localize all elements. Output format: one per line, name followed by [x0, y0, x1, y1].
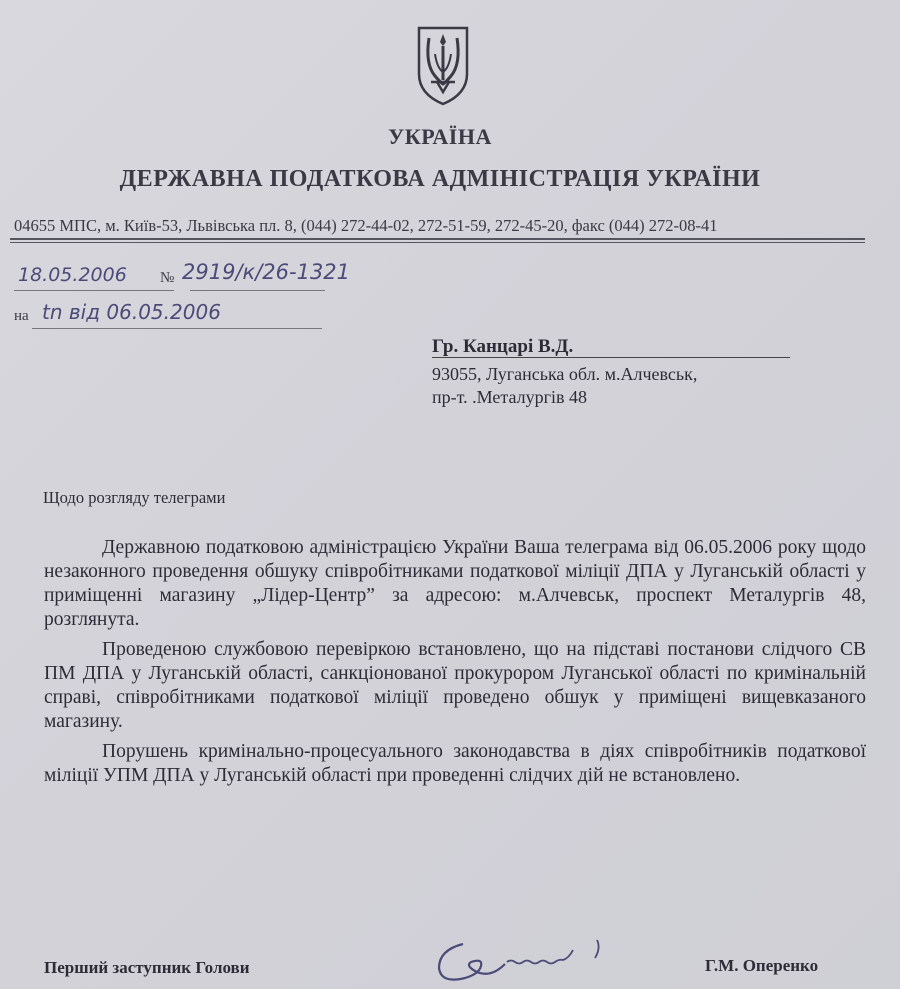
body-paragraph: Державною податковою адміністрацією України Ваша телеграма від 06.05.2006 року щодо незаконного проведення обшуку співробітниками податкової міліції ДПА у Луганській області у приміщенні магазину „Лідер-Центр” за адресою: м.Алчевськ, проспект Металургів 48, розглянута. [44, 537, 866, 630]
recipient-address-line1: 93055, Луганська обл. м.Алчевськ, [432, 364, 698, 384]
trident-emblem-icon [413, 24, 473, 106]
body-paragraph: Порушень кримінально-процесуального законодавства в діях співробітників податкової міліції УПМ ДПА у Луганській області при проведенні слідчих дій не встановлено. [44, 741, 866, 786]
country-heading: УКРАЇНА [388, 124, 492, 149]
signatory-name: Г.М. Оперенко [705, 956, 819, 975]
recipient-name: Гр. Канцарі В.Д. [432, 336, 574, 357]
handwritten-date: 18.05.2006 [18, 264, 127, 286]
agency-address: 04655 МПС, м. Київ-53, Львівська пл. 8, (044) 272-44-02, 272-51-59, 272-45-20, факс (044) 272-08-41 [14, 216, 718, 235]
handwritten-signature [425, 928, 615, 988]
agency-heading: ДЕРЖАВНА ПОДАТКОВА АДМІНІСТРАЦІЯ УКРАЇНИ [119, 166, 761, 192]
header-rule-thin [10, 242, 865, 243]
reply-ref-underline [32, 328, 322, 329]
subject-line: Щодо розгляду телеграми [43, 488, 226, 507]
recipient-address-line2: пр-т. .Металургів 48 [432, 387, 587, 407]
number-underline [190, 290, 325, 291]
date-underline [14, 290, 174, 291]
body-paragraph: Проведеною службовою перевіркою встановлено, що на підставі постанови слідчого СВ ПМ ДПА у Луганській області, санкціонованої прокурором Луганської області по кримінальній справі, співробітниками податкової міліції проведено обшук у приміщені вищевказаного магазину. [44, 639, 866, 732]
letter-body [44, 536, 866, 788]
recipient-block [432, 336, 792, 407]
handwritten-number: 2919/к/26-1321 [182, 260, 351, 284]
number-label: № [160, 270, 175, 286]
signatory-title: Перший заступник Голови [44, 958, 250, 977]
recipient-underline [432, 357, 790, 358]
header-rule [10, 238, 865, 240]
reply-to-label: на [14, 308, 29, 324]
handwritten-reply-ref: tn від 06.05.2006 [42, 300, 221, 324]
